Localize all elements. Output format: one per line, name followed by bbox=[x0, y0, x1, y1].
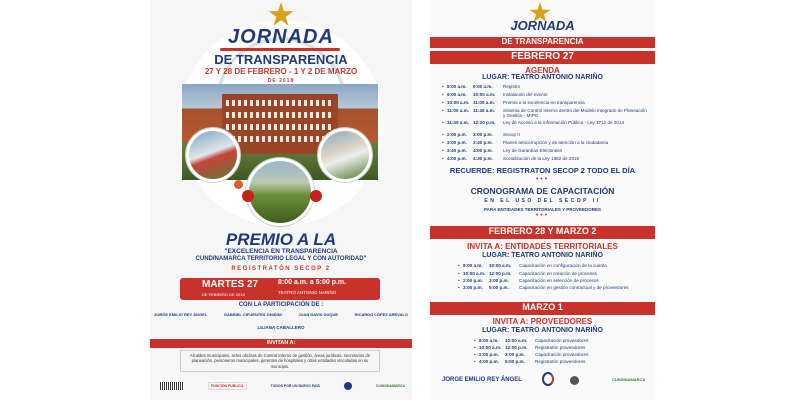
list-item: • 11:40 a.m. 12:20 p.m. Ley de Acceso a la Información Pública - Ley 1712 de 2014 bbox=[442, 120, 625, 125]
list-item: • 8:00 a.m. 10:00 a.m. Capacitación en configuración de la cuenta bbox=[458, 263, 607, 268]
award-sub2: CUNDINAMARCA TERRITORIO LEGAL Y CON AUTORIDAD" bbox=[195, 256, 367, 262]
list-item: • 8:00 a.m. 10:00 a.m. Capacitación proveedores bbox=[474, 338, 589, 343]
list-item: • 3:00 p.m. 5:00 p.m. Capacitación en gestión contractual y de proveedores bbox=[458, 285, 629, 290]
list-item: • 9:00 a.m. 10:00 a.m. Instalación del evento bbox=[442, 92, 548, 97]
list-item: • 4:00 p.m. 5:00 p.m. Registratón proveedores bbox=[474, 359, 586, 364]
footer-logo: CUNDINAMARCA bbox=[612, 377, 646, 382]
left-year: DE 2018 bbox=[267, 78, 295, 84]
poster-left bbox=[150, 0, 412, 400]
list-item: • 8:00 a.m. 9:00 a.m. Registro bbox=[442, 84, 521, 89]
event-date: DE FEBRERO DE 2018 bbox=[202, 292, 245, 297]
flower-deco bbox=[242, 190, 254, 202]
person-name: LILIANA CABALLERO bbox=[257, 325, 305, 330]
event-day: MARTES 27 bbox=[202, 279, 259, 290]
list-item: • 10:00 a.m. 11:00 a.m. Premio a la excelencia en transparencia bbox=[442, 100, 585, 105]
flower-deco bbox=[310, 190, 322, 202]
logo-cundinamarca: CUNDINAMARCA bbox=[375, 384, 405, 388]
barcode-icon bbox=[160, 382, 184, 390]
lugar-3: LUGAR: TEATRO ANTONIO NARIÑO bbox=[482, 327, 603, 334]
person-name: RICARDO LÓPEZ ARÉVALO bbox=[354, 312, 408, 317]
lugar-1: LUGAR: TEATRO ANTONIO NARIÑO bbox=[482, 74, 603, 81]
title-swoosh bbox=[220, 48, 340, 51]
left-title: JORNADA bbox=[228, 26, 334, 48]
photo-left bbox=[186, 128, 240, 182]
cronograma-sub1: EN EL USO DEL SECOP II bbox=[484, 198, 601, 204]
list-item: • 11:00 a.m. 11:40 a.m. Sistema de Control Interno dentro del Modelo Integrado de Planeación y Gestión - MIPG bbox=[442, 108, 647, 118]
agenda-title: AGENDA bbox=[525, 66, 560, 75]
list-item: • 2:00 p.m. 3:00 p.m. Capacitación en selección de procesos bbox=[458, 278, 599, 283]
right-title: JORNADA bbox=[510, 18, 575, 33]
shield-icon bbox=[570, 376, 579, 385]
invita-2: INVITA A: PROVEEDORES bbox=[492, 317, 593, 326]
logo-row bbox=[160, 382, 405, 390]
person-name: GABRIEL CIFUENTES GHIDINI bbox=[223, 312, 282, 317]
person-name: JUAN DAVID DUQUE bbox=[298, 312, 339, 317]
dots-divider: ••• bbox=[535, 212, 550, 219]
list-item: • 3:40 p.m. 4:00 p.m. Ley de Garantías Electorales bbox=[442, 148, 563, 153]
list-item: • 10:00 a.m. 12:00 p.m. Registratón proveedores bbox=[474, 345, 586, 350]
recuerde-text: RECUERDE: REGISTRATON SECOP 2 TODO EL DÍA bbox=[449, 166, 636, 175]
cronograma-sub2: PARA ENTIDADES TERRITORIALES Y PROVEEDORES bbox=[483, 207, 602, 212]
list-item: • 2:00 p.m. 3:00 p.m. Capacitación proveedores bbox=[474, 352, 589, 357]
event-time: 8:00 a.m. a 5:00 p.m. bbox=[278, 279, 347, 286]
logo-funcion-publica: FUNCIÓN PÚBLICA bbox=[208, 382, 246, 390]
photo-center bbox=[246, 158, 314, 226]
photo-right bbox=[318, 128, 372, 182]
feb27-banner: FEBRERO 27 bbox=[430, 51, 655, 64]
marzo1-banner: MARZO 1 bbox=[430, 302, 655, 315]
list-item: • 2:00 p.m. 3:00 p.m. Secop II bbox=[442, 132, 520, 137]
logo-nuevo-pais: TODOS POR UN NUEVO PAÍS bbox=[270, 384, 320, 388]
left-dates: 27 Y 28 DE FEBRERO - 1 Y 2 DE MARZO bbox=[204, 67, 358, 76]
list-item: • 4:00 p.m. 4:30 p.m. Socialización de la Ley 1882 de 2018 bbox=[442, 156, 580, 161]
event-place: TEATRO ANTONIO NARIÑO bbox=[278, 290, 337, 295]
feb28-banner: FEBRERO 28 Y MARZO 2 bbox=[430, 226, 655, 239]
list-item: • 3:00 p.m. 3:40 p.m. Planes anticorrupción y de atención a la ciudadanía bbox=[442, 140, 609, 145]
shield-icon bbox=[344, 382, 352, 390]
invita-1: INVITA A: ENTIDADES TERRITORIALES bbox=[467, 242, 618, 251]
award-title: PREMIO A LA bbox=[225, 230, 337, 249]
right-subtitle: DE TRANSPARENCIA bbox=[430, 37, 655, 48]
invite-text: Alcaldes municipales, Jefes oficinas de Control Interno de gestión, áreas jurídicas, secretarios de planeación, personeros municipales, gerentes de hospitales y otras entidades vinculadas en su municipio. bbox=[180, 350, 380, 372]
lugar-2: LUGAR: TEATRO ANTONIO NARIÑO bbox=[482, 252, 603, 259]
cronograma-title: CRONOGRAMA DE CAPACITACIÓN bbox=[470, 186, 615, 196]
registraton-label: REGISTRATÓN SECOP 2 bbox=[231, 266, 331, 272]
emblem-icon bbox=[542, 372, 554, 386]
award-sub1: "EXCELENCIA EN TRANSPARENCIA bbox=[224, 248, 338, 255]
people-row bbox=[150, 312, 412, 317]
flower-deco bbox=[234, 180, 243, 189]
invitan-label: INVITAN A: bbox=[266, 340, 296, 346]
left-subtitle: DE TRANSPARENCIA bbox=[214, 52, 348, 67]
participation-label: CON LA PARTICIPACIÓN DE : bbox=[238, 302, 324, 308]
list-item: • 10:00 a.m. 12:00 p.m. Capacitación en creación de procesos bbox=[458, 271, 597, 276]
poster-right bbox=[430, 0, 655, 400]
footer-name: JORGE EMILIO REY ÁNGEL bbox=[442, 377, 522, 383]
person-name: JORGE EMILIO REY ÁNGEL bbox=[154, 312, 208, 317]
dots-divider: ••• bbox=[535, 176, 550, 183]
